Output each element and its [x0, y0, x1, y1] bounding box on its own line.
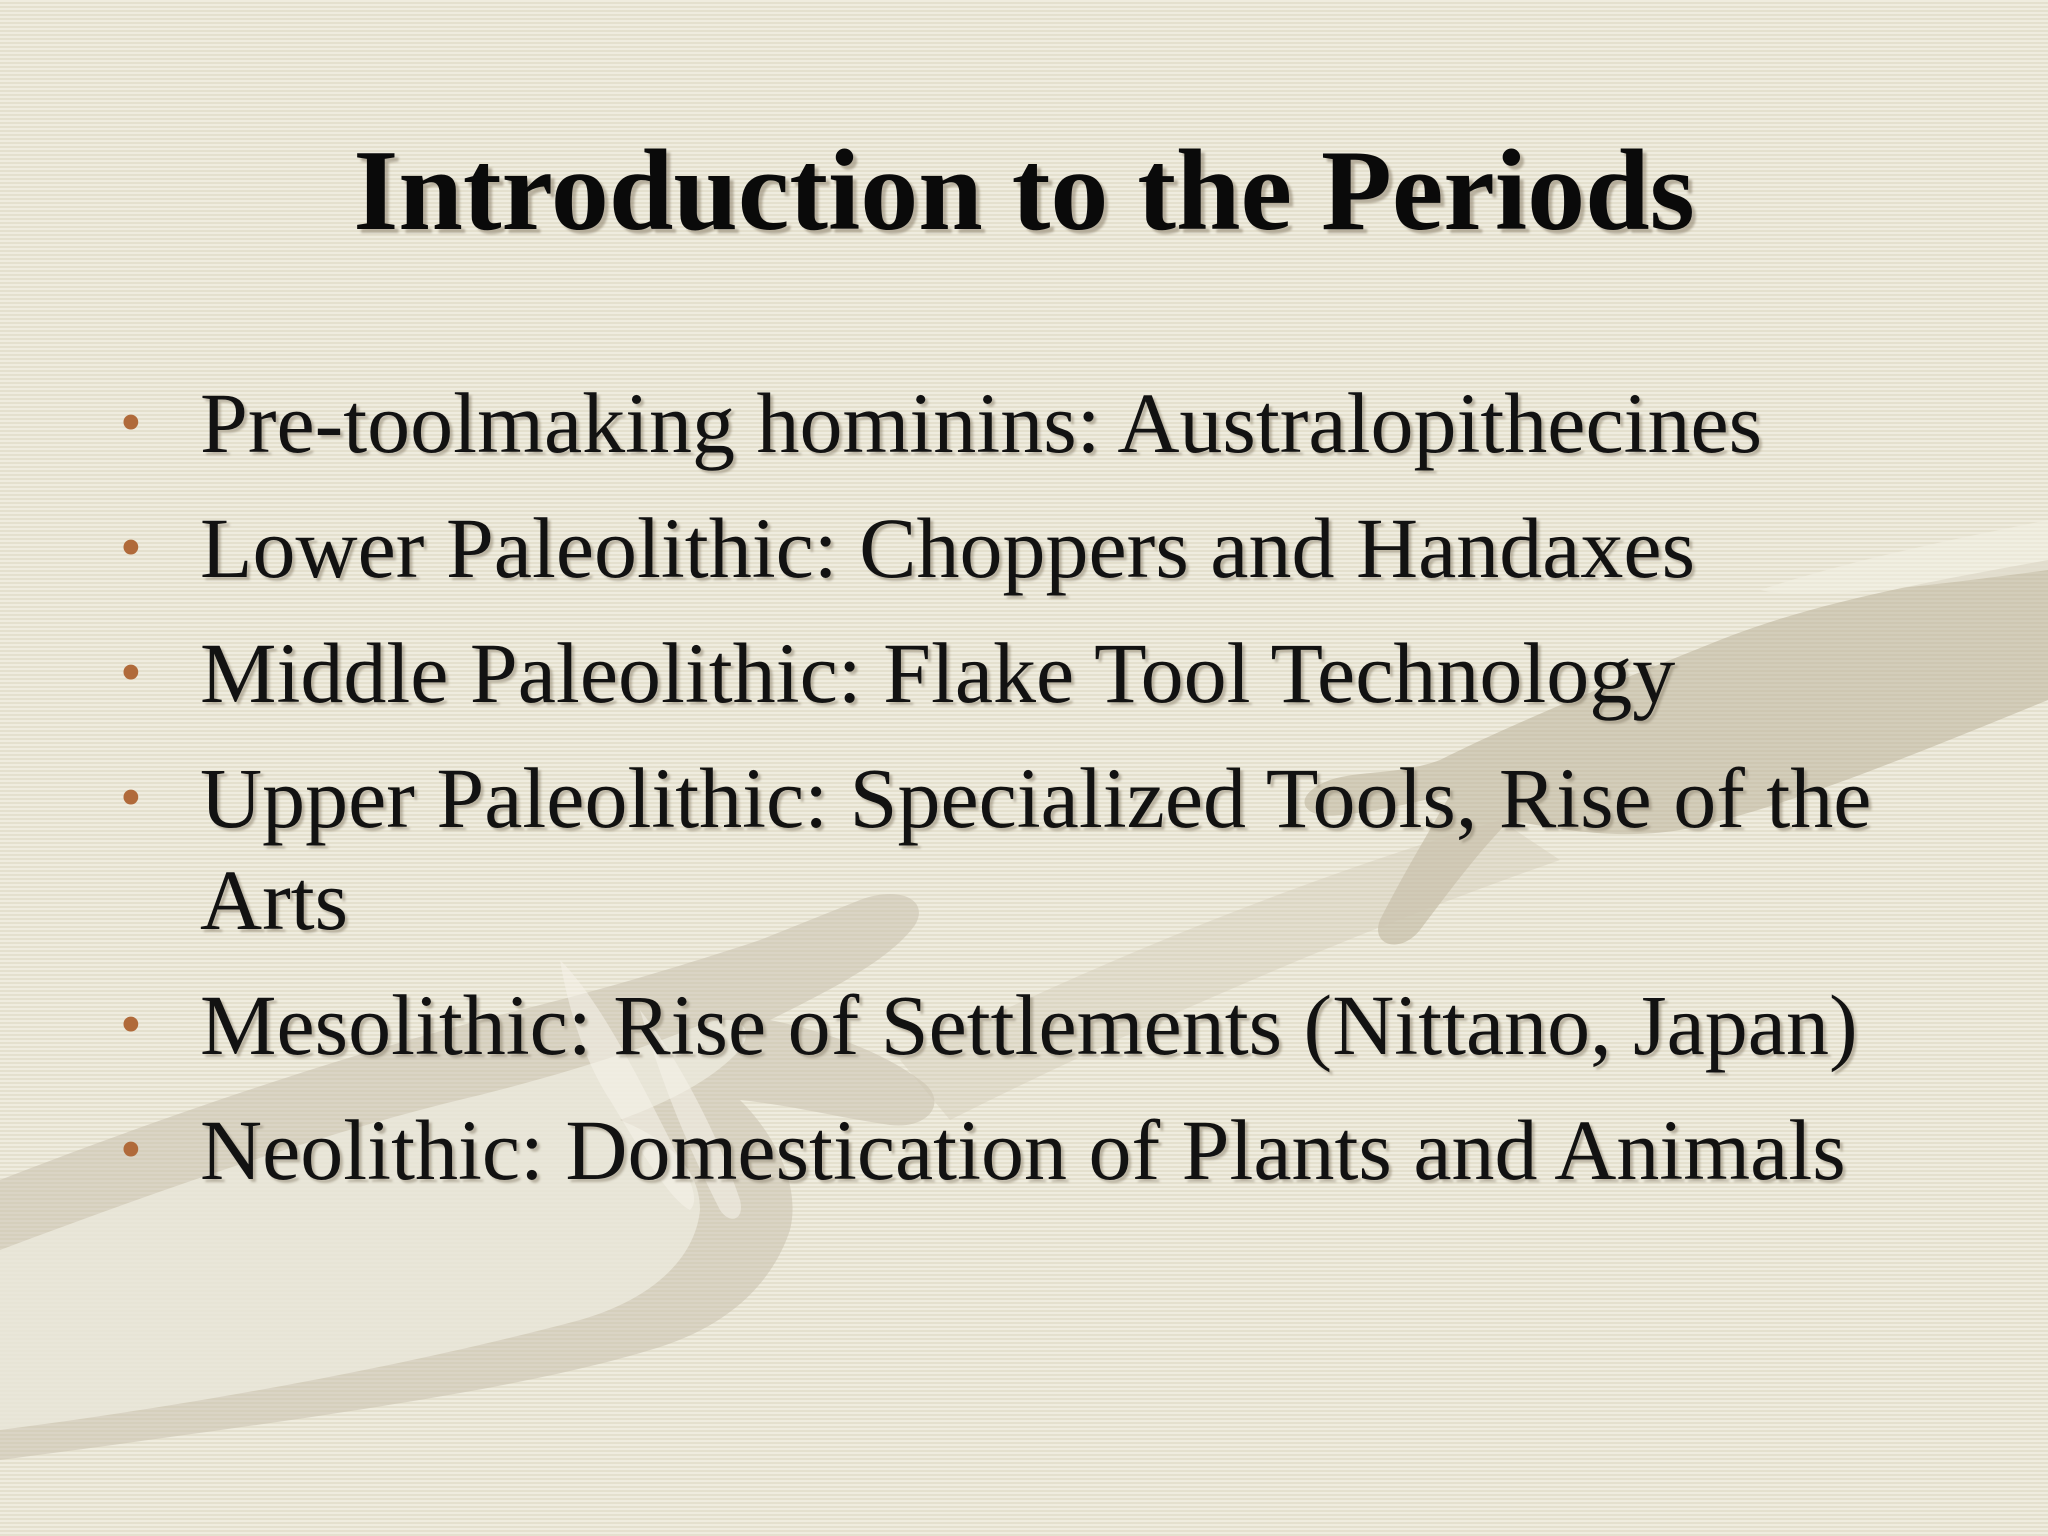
list-item — [120, 747, 1980, 951]
bullet-icon: • — [120, 1116, 142, 1184]
list-item — [120, 1099, 1980, 1201]
list-item-text: Mesolithic: Rise of Settlements (Nittano, Japan) — [200, 977, 1858, 1073]
list-item-text: Middle Paleolithic: Flake Tool Technology — [200, 625, 1676, 721]
list-item-text: Lower Paleolithic: Choppers and Handaxes — [200, 500, 1696, 596]
list-item — [120, 974, 1980, 1076]
slide-title: Introduction to the Periods — [353, 127, 1695, 255]
bullet-icon: • — [120, 639, 142, 707]
bullet-list — [120, 372, 1980, 1224]
list-item-text: Upper Paleolithic: Specialized Tools, Rise of the Arts — [200, 750, 1872, 948]
bullet-icon: • — [120, 764, 142, 832]
bullet-icon: • — [120, 389, 142, 457]
list-item — [120, 497, 1980, 599]
bullet-icon: • — [120, 991, 142, 1059]
list-item — [120, 372, 1980, 474]
list-item — [120, 622, 1980, 724]
list-item-text: Neolithic: Domestication of Plants and Animals — [200, 1102, 1846, 1198]
bullet-icon: • — [120, 514, 142, 582]
list-item-text: Pre-toolmaking hominins: Australopithecines — [200, 375, 1763, 471]
